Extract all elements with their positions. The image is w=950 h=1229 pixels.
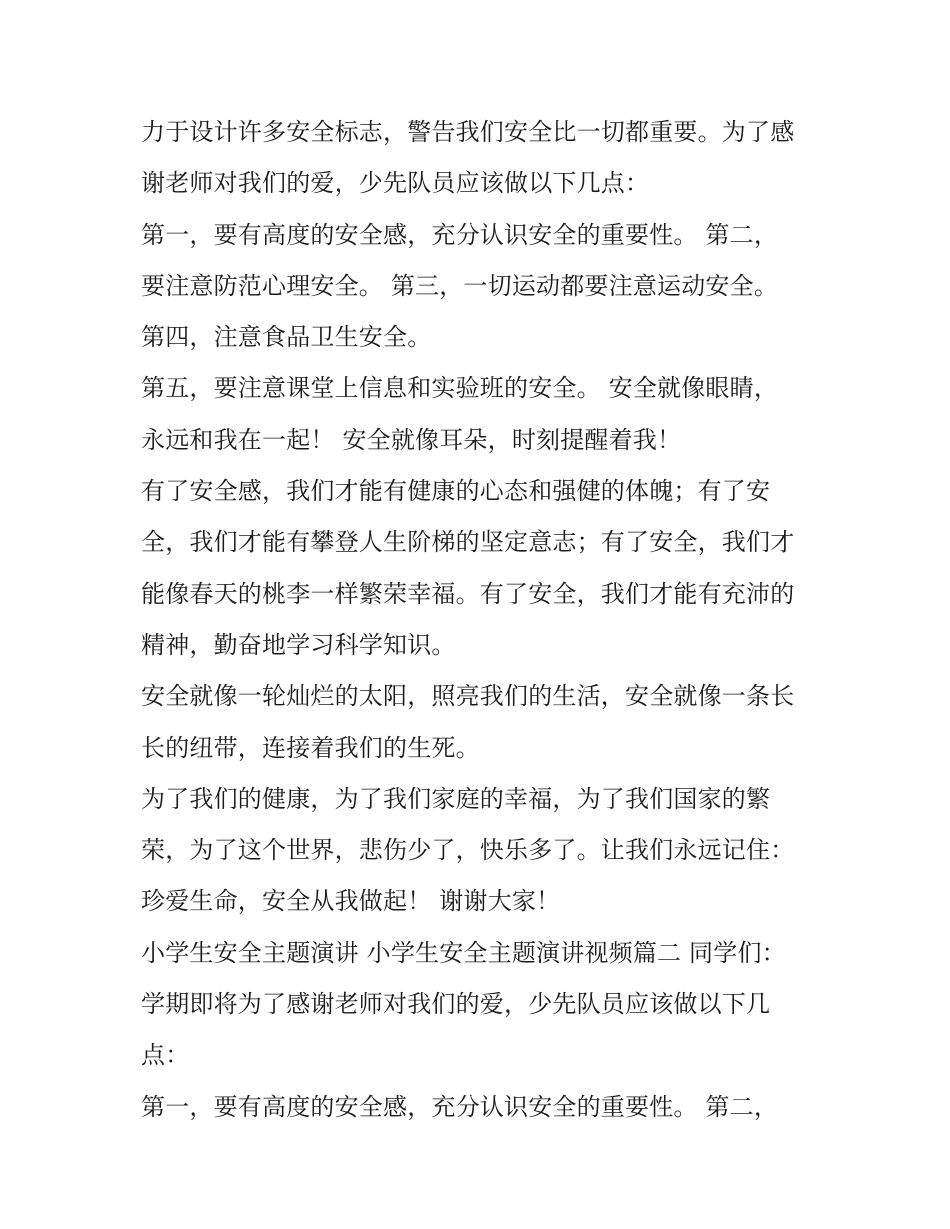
text-line: 第五，要注意课堂上信息和实验班的安全。 安全就像眼睛， (141, 374, 779, 403)
text-line: 小学生安全主题演讲 小学生安全主题演讲视频篇二 同学们： (141, 938, 786, 967)
text-line: 第四，注意食品卫生安全。 (141, 323, 432, 352)
text-line: 力于设计许多安全标志，警告我们安全比一切都重要。为了感 (141, 118, 795, 146)
text-line: 第一，要有高度的安全感，充分认识安全的重要性。 第二， (141, 220, 779, 249)
text-line: 学期即将为了感谢老师对我们的爱，少先队员应该做以下几 (141, 990, 771, 1019)
text-line: 谢老师对我们的爱，少先队员应该做以下几点： (141, 169, 650, 198)
text-line: 荣，为了这个世界，悲伤少了，快乐多了。让我们永远记住： (141, 836, 795, 865)
text-line: 全，我们才能有攀登人生阶梯的坚定意志；有了安全，我们才 (141, 528, 795, 557)
text-line: 安全就像一轮灿烂的太阳，照亮我们的生活，安全就像一条长 (141, 682, 795, 711)
text-line: 能像春天的桃李一样繁荣幸福。有了安全，我们才能有充沛的 (141, 579, 795, 608)
text-line: 要注意防范心理安全。 第三，一切运动都要注意运动安全。 (141, 271, 779, 300)
text-line: 精神，勤奋地学习科学知识。 (141, 630, 456, 659)
text-line: 有了安全感，我们才能有健康的心态和强健的体魄；有了安 (141, 477, 771, 506)
text-line: 永远和我在一起！ 安全就像耳朵，时刻提醒着我！ (141, 425, 682, 454)
text-line: 第一，要有高度的安全感，充分认识安全的重要性。 第二， (141, 1092, 779, 1121)
text-line: 珍爱生命，安全从我做起！ 谢谢大家！ (141, 887, 561, 916)
document-body (141, 107, 821, 1133)
text-line: 长的纽带，连接着我们的生死。 (141, 733, 480, 762)
text-line: 为了我们的健康，为了我们家庭的幸福，为了我们国家的繁 (141, 784, 771, 813)
text-line: 点： (141, 1041, 190, 1070)
